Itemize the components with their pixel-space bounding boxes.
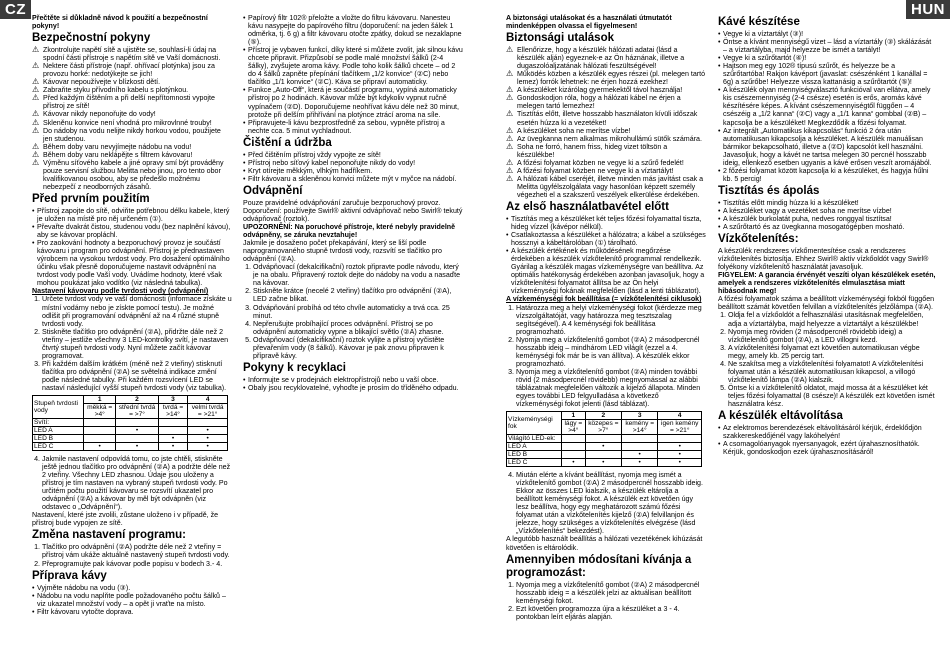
table-level: 2 xyxy=(116,396,158,404)
list-item: • Funkce „Auto-Off“, která je součástí programu, vypíná automaticky přístroj po 2 hodinách. Kávovar může být kdykoliv vypnut ručně vypínačem (②D). Doporučujeme neohřívat kávu déle než 30 minut, protože při delším přihřívání na plotýnce ztrácí aroma na síle. xyxy=(243,86,464,118)
table-dot: • xyxy=(585,443,621,451)
list-item: 2. Nyomja meg röviden (2 másodpercnél rövidebb ideig) a vízkőtelenítő gombot (②A), a LED villogni kezd. xyxy=(728,328,936,344)
warning-icon: ⚠ xyxy=(506,109,514,119)
list-item: • A készüléket vagy a vezetéket soha ne merítse vízbe! xyxy=(718,207,936,215)
cz-descale-warning: UPOZORNĚNÍ: Na poruchové přístroje, které nebyly pravidelně odvápněny, se záruka nevztahuje! xyxy=(243,223,456,240)
warning-icon: ⚠ xyxy=(506,93,514,103)
list-item: • Nádobu na vodu naplňte podle požadovaného počtu šálků – viz ukazatel množství vody – a opět ji vraťte na místo. xyxy=(32,592,232,608)
language-tag-cz: CZ xyxy=(0,0,31,19)
warning-icon: ⚠ xyxy=(506,157,514,167)
table-svitu: Svítí: xyxy=(33,419,84,427)
warning-icon: ⚠ xyxy=(506,85,514,95)
cz-first-use-title: Před prvním použitím xyxy=(32,192,150,205)
hu-hardness-table xyxy=(506,411,702,467)
warning-icon: ⚠ xyxy=(506,133,514,143)
warning-item: ⚠ Před každým čištěním a při delší nepřítomnosti vypojte přístroj ze sítě! xyxy=(32,93,215,111)
hu-descale-p1: A készülék rendszeres vízkőmentesítése csak a rendszeres vízkőtelenítés biztosítja. Ehhez Swirl® aktív vízkőoldót vagy Swirl® folyékony vízkőtelenítő használatát javasoljuk. xyxy=(718,247,929,272)
cz-hardness-table xyxy=(32,395,228,451)
warning-icon: ⚠ xyxy=(32,109,40,119)
warning-item: ⚠ Működés közben a készülék egyes részei (pl. melegen tartó lemez) forrók lehetnek: ne érjen hozzá ezekhez! xyxy=(506,69,706,87)
list-item: 5. Odvápňovací (dekalcifikační) roztok vylijte a přístroj vyčistěte převařením vody (8 šálků). Kávovar je pak znovu připraven k přípravě kávy. xyxy=(253,336,464,360)
hu-safety-title: Biztonsági utalások xyxy=(506,32,614,45)
list-item: • Az elektromos berendezések eltávolításáról kérjük, érdeklődjön szakkereskedőjénél vagy lakóhelyén! xyxy=(718,424,936,440)
list-item: 3. A vízkőtelenítési folyamat ezt követően automatikusan végbe megy, amely kb. 25 percig tart. xyxy=(728,344,936,360)
table-dot: • xyxy=(562,459,586,467)
warning-item: ⚠ Výměnu síťového kabele a jiné opravy smí být prováděny pouze servisní službou Melitta nebo jinou, pro tento obor kvalifikovanou osobou, aby se předešlo možnému nebezpečí z neodborných zásahů. xyxy=(32,157,224,191)
hu-descale-title: Vízkőtelenítés: xyxy=(718,233,799,246)
table-dot: • xyxy=(658,459,702,467)
list-item: 1. Oldja fel a vízkőoldót a felhasználási utasításnak megfelelően, adja a víztartályba, majd helyezze a víztartályt a készülékbe! xyxy=(728,311,936,327)
warning-icon: ⚠ xyxy=(506,125,514,135)
cz-change-list xyxy=(32,543,232,567)
list-item: • A készülék olyan mennyiségválasztó funkcióval van ellátva, amely kis csészemennyiség (2-4 csésze) esetén is erős, aromás kávé készítésére képes. A kívánt csészemennyiségtől függően – 4 csészéig a „1/2 kanna“ (②C) vagy a „1/1 kanna“ gombbal (②B) – kapcsolja be a készüléket! Megkezdődik a főzési folyamat. xyxy=(718,86,936,126)
list-item: • Öntse a kívánt mennyiségű vizet – lásd a víztartály (③) skálázását – a víztartályba, majd helyezze be ismét a tartályt! xyxy=(718,38,936,54)
warning-item: ⚠ Ellenőrizze, hogy a készülék hálózati adatai (lásd a készülék alján) egyeznek-e az Ön háznának, illetve a dugaszolóaljzatának hálózati feszültségével! xyxy=(506,45,685,71)
table-dot: • xyxy=(84,443,116,451)
warning-item: ⚠ Do nádoby na vodu nelijte nikdy horkou vodou, použijete jen studenou. xyxy=(32,125,221,143)
warning-item: ⚠ Zabraňte styku přívodního kabelu s plotýnkou. xyxy=(32,85,189,95)
list-item: 1. Nyomja meg a vízkőtelenítő gombot (②A) 2 másodpercnél hosszabb ideig = a készülék jelzi az aktuálisan beállított keménységi fokot. xyxy=(516,581,706,605)
hu-first-use-list xyxy=(506,215,706,295)
hu-change-title: Amennyiben módosítani kívánja a programozást: xyxy=(506,553,692,579)
list-item: • Přístroj zapojte do sítě, odviňte potřebnou délku kabele, který je uložen na místě pro něj určeném (①). xyxy=(32,207,232,223)
list-item: 4. Miután elérte a kívánt beállítást, nyomja meg ismét a vízkőtelenítő gombot (②A) 2 másodpercnél hosszabb ideig. Ekkor az összes LED kialszik, a készülék eltárolja a beállított keménységi fokot. A készülék ezt követően úgy lesz beállítva, hogy egy meghatározott számú főzési folyamat után a vízkőtelenítés kijelző (②A) felvillanjon és jelezze, hogy szükséges a vízkőtelenítés elvégzése (lásd „Vízkőtelenítés“ bekezdést). xyxy=(516,471,706,535)
table-row-label: LED C xyxy=(507,459,562,467)
warning-item: ⚠ Během doby varu nevyjímejte nádobu na vodu! xyxy=(32,141,192,151)
warning-item: ⚠ Kávovar nepoužívejte v blízkosti dětí. xyxy=(32,77,161,87)
warning-item: ⚠ A főzési folyamat közben ne vegye ki a szűrő fedelét! xyxy=(506,157,684,167)
list-item: • Informujte se v prodejnách elektropřístrojů nebo u vaší obce. xyxy=(243,376,464,384)
warning-item: ⚠ Gondoskodjon róla, hogy a hálózati kábel ne érjen a melegen tartó lemezhez! xyxy=(506,93,681,111)
table-row-label: LED A xyxy=(507,443,562,451)
hu-change-list xyxy=(506,581,706,621)
warning-icon: ⚠ xyxy=(32,141,40,151)
warning-icon: ⚠ xyxy=(506,45,514,55)
list-item: • Kryt otírejte měkkým, vlhkým hadříkem. xyxy=(243,167,464,175)
list-item: • Přístroj je vybaven funkcí, díky které si můžete zvolit, jak silnou kávu chcete připravit. Přizpůsobí se podle malé množství šálků (2-4 šálky), zvyšujete aroma kávy. Podle toho kolik šálků chcete – od 2 do 4 šálků zapněte přepínání tlačítkem „1/2 konvice“ (②C) nebo tlačítko „1/1 konvice“ (②C). Káva se připraví automaticky. xyxy=(243,46,464,86)
cz-descale-p2: Jakmile je dosaženo počet překapávání, který se liší podle naprogramovaného stupně tvrdosti vody, rozsvítí se tlačítko pro odvápnění (②A). xyxy=(243,239,442,264)
hu-after-text: A legutóbb használt beállítás a hálózati vezetékének kihúzását követően is eltárolódik. xyxy=(506,535,703,552)
hu-recycle-title: A készülék eltávolítása xyxy=(718,410,843,423)
cz-hardness-step4 xyxy=(32,455,232,511)
list-item: • 2 főzési folyamat között kapcsolja ki a készüléket, és hagyja hűlni kb. 5 percig! xyxy=(718,167,936,183)
hu-descale-warning: FIGYELEM: A garancia érvényét veszíti olyan készülékek esetén, amelyek a rendszeres vízkőtelenítés elmulasztása miatt hibásodnak meg! xyxy=(718,271,936,296)
warning-item: ⚠ Soha ne forró, hanem friss, hideg vizet töltsön a készülékbe! xyxy=(506,141,668,159)
hu-first-use-title: Az első használatbavétel előtt xyxy=(506,200,669,213)
hu-hardness-steps xyxy=(506,304,706,409)
table-desc: kemény = >14° xyxy=(621,420,658,435)
hu-prep-title: Kávé készítése xyxy=(718,16,800,28)
cz-safety-title: Bezpečnostní pokyny xyxy=(32,32,151,45)
list-item: • Vegye ki a víztartályt (③)! xyxy=(718,30,936,38)
table-desc: tvrdá = >14° xyxy=(158,404,188,419)
table-dot: • xyxy=(621,451,658,459)
table-level: 3 xyxy=(621,412,658,420)
cz-first-use-list xyxy=(32,207,232,287)
cz-descale-p1: Pouze pravidelné odvápňování zaručuje bezporuchový provoz. Doporučení: používejte Swirl® aktivní odvápňovač nebo Swirl® tekutý odvápňovač (roztok). xyxy=(243,198,463,223)
table-dot: • xyxy=(188,435,228,443)
list-item: 2. Stiskněte tlačítko pro odvápnění (②A), přidržte dále než 2 vteřiny – jestliže všechny 3 LED-kontrolky svítí, je nastaven čtvrtý stupeň tvrdosti vody. Nyní můžete začít kávovar programovat. xyxy=(42,328,232,360)
cz-recycle-title: Pokyny k recyklaci xyxy=(243,361,346,374)
warning-icon: ⚠ xyxy=(32,117,40,127)
warning-item: ⚠ Během doby varu neklápějte s filtrem kávovaru! xyxy=(32,149,193,159)
hu-clean-title: Tisztítás és ápolás xyxy=(718,184,820,197)
warning-icon: ⚠ xyxy=(506,165,514,175)
list-item: 2. Ezt követően programozza újra a készüléket a 3 - 4. pontokban leírt eljárás alapján. xyxy=(516,605,706,621)
warning-icon: ⚠ xyxy=(32,157,40,167)
warning-item: ⚠ Kávovar nikdy neponořujte do vody! xyxy=(32,109,156,119)
list-item: • Převařte dvakrát čistou, studenou vodu (bez naplnění kávou), aby se kávovar propláchl. xyxy=(32,223,232,239)
warning-item: ⚠ A készüléket kizárólag gyermekektől távol használja! xyxy=(506,85,683,95)
hu-prep-list xyxy=(718,30,936,183)
list-item: • Tisztítás előtt mindig húzza ki a készüléket! xyxy=(718,199,936,207)
warning-item: ⚠ A főzési folyamat közben ne vegye ki a víztartályt! xyxy=(506,165,674,175)
hu-descale-p2: A főzési folyamatok száma a beállított vízkeménységi fokból függően beállított számát követően felvillan a vízkőtelenítés jelzőlámpa (②A). xyxy=(718,295,935,312)
table-level: 1 xyxy=(562,412,586,420)
list-item: • Filtr kávovaru vytočte doprava. xyxy=(32,608,232,616)
table-head: Stupeň tvrdosti vody xyxy=(33,396,84,419)
list-item: • Obaly jsou recyklovatelné, vyhoďte je prosím do tříděného odpadu. xyxy=(243,384,464,392)
warning-icon: ⚠ xyxy=(32,93,40,103)
warning-item: ⚠ A készüléket soha ne merítse vízbe! xyxy=(506,125,631,135)
list-item: • Pro zaokování hodnoty a bezporuchový provoz je součástí kávovaru i program pro odvápnění. Přístroj je přednastaven výrobcem na vysokou tvrdost vody. Pro dosažení optimálního účinku však přesně doporučujeme nastavit odvápnění na tvrdost vody podle Vaší vody. Uvádíme hodnoty, které však mohou poukázat jako vodítko (viz následná tabulka). xyxy=(32,239,232,287)
cz-recycle-list xyxy=(243,376,464,392)
list-item: • A csomagolóanyagok nyersanyagok, ezért újrahasznosíthatók. Kérjük, gondoskodjon ezek újrahasznosításáról! xyxy=(718,440,936,456)
list-item: • Csatlakoztassa a készüléket a hálózatra; a kábel a szükséges hossznyi a kábeltárolóban (①) tárolható. xyxy=(506,231,706,247)
hu-safety-list xyxy=(506,46,706,199)
warning-item: ⚠ Zkontrolujte napětí sítě a ujistěte se, souhlasí-li údaj na spodní části přístroje s napětím sítě ve Vaší domácnosti. xyxy=(32,45,221,63)
warning-icon: ⚠ xyxy=(32,125,40,135)
warning-icon: ⚠ xyxy=(506,173,514,183)
warning-icon: ⚠ xyxy=(506,69,514,79)
table-desc: střední tvrdá = >7° xyxy=(116,404,158,419)
cz-column-2 xyxy=(243,14,464,668)
list-item: 1. Tlačítko pro odvápnění (②A) podržte déle než 2 vteřiny = přístroj vám ukáže aktuálně nastavený stupeň tvrdosti vody. xyxy=(42,543,232,559)
table-level: 4 xyxy=(658,412,702,420)
list-item: • A készülék értékének és működésének megőrzése érdekében a készülék vízkőtelenítő programmal rendelkezik. Gyárilag a készülék magas vízkeménységre van beállítva. Az optimális hatékonyság érdekében azonban javasoljuk, hogy a vízkőtelenítési folyamatot állítsa be az Ön helyi vízkeménységi fokának megfelelően (lásd a lenti táblázatot). xyxy=(506,247,706,295)
list-item: 4. Jakmile nastavení odpovídá tomu, co jste chtěli, stiskněte ještě jednou tlačítko pro odvápnění (②A) a podržte déle než 2 vteřiny. Všechny LED zhasnou. Údaje jsou uloženy a přístroj je tím nastaven na vybraný stupeň tvrdosti vody. Po určitém počtu použití kávovaru se rozsvítí ukazatel pro odvápnění (②A) a kávovar by měl být odvápněn (viz odstavec o „Odvápnění“). xyxy=(42,455,232,511)
table-dot: • xyxy=(158,435,188,443)
list-item: • Tisztítás meg a készüléket két teljes főzési folyamattal tiszta, hideg vízzel (kávépor nélkül). xyxy=(506,215,706,231)
table-dot: • xyxy=(116,443,158,451)
language-tag-hun: HUN xyxy=(906,0,950,19)
hu-column-1 xyxy=(506,14,706,668)
warning-item: ⚠ Skleněnu konvice není vhodná pro mikrovlnné trouby! xyxy=(32,117,212,127)
cz-clean-list xyxy=(243,151,464,183)
list-item: • Papírový filtr 102® přeložte a vložte do filtru kávovaru. Nanesteu kávu nasypejte do papírového filtru (doporučení: na jeden šálek 1 odměrka, tj. 6 g) a filtr kávovaru otočte zpátky, dokud se nezaklapne (⑤). xyxy=(243,14,464,46)
table-dot: • xyxy=(158,443,188,451)
warning-icon: ⚠ xyxy=(32,61,40,71)
list-item: 1. Určete tvrdost vody ve vaší domácnosti (informace získáte u místní vodárny nebo je získte pomocí testu). Je možné odlišit při programování odvápnění až na 4 různé stupně tvrdosti vody. xyxy=(42,295,232,327)
warning-icon: ⚠ xyxy=(32,77,40,87)
list-item: • Před čištěním přístroj vždy vypojte ze sítě! xyxy=(243,151,464,159)
list-item: • Připravujete-li kávu bezprostředně za sebou, vypněte přístroj a nechte cca. 5 minut vychladnout. xyxy=(243,119,464,135)
hu-descale-steps xyxy=(718,311,936,408)
table-row-label: LED C xyxy=(33,443,84,451)
table-dot: • xyxy=(188,427,228,435)
table-row-label: LED A xyxy=(33,427,84,435)
table-desc: közepes = >7° xyxy=(585,420,621,435)
cz-hardness-heading: Nastavení kávovaru podle tvrdosti vody (odvápnění) xyxy=(32,287,209,296)
list-item: 1. Határozza meg a helyi vízkeménységi fokot (kérdezze meg vízszolgáltatóját, vagy határozza meg tesztszalag segítségével). A 4 keménységi fok beállítása programozható. xyxy=(516,304,706,336)
list-item: 4. Ne szakítsa meg a vízkőtelenítési folyamatot! A vízkőtelenítési folyamat után a készülék automatikusan kikapcsol, a villogó vízkőtelenítő lámpa (②A) kialszik. xyxy=(728,360,936,384)
hu-intro: A biztonsági utalásokat és a használati útmutatót mindenképpen olvassa el figyelmesen! xyxy=(506,14,672,31)
hu-clean-list xyxy=(718,199,936,231)
cz-clean-title: Čištění a údržba xyxy=(243,136,332,149)
list-item: • A szűrőtartó és az üvegkanna mosogatógépben mosható. xyxy=(718,223,936,231)
table-desc: velmi tvrdá = >21° xyxy=(188,404,228,419)
table-level: 1 xyxy=(84,396,116,404)
table-level: 3 xyxy=(158,396,188,404)
table-level: 4 xyxy=(188,396,228,404)
list-item: • Filtr kávovaru a skleněnou konvici můžete mýt v myčce na nádobí. xyxy=(243,175,464,183)
list-item: 1. Odvápňovací (dekalcifikační) roztok připravte podle návodu, který je na obalu. Připravený roztok dejte do nádoby na vodu a nasaďte na kávovar. xyxy=(253,263,464,287)
table-row-label: LED B xyxy=(33,435,84,443)
table-head: Vízkeménységi fok xyxy=(507,412,562,435)
hu-recycle-list xyxy=(718,424,936,456)
list-item: 3. Nyomja meg a vízkőtelenítő gombot (②A) minden további rövid (2 másodpercnél rövidebb) megnyomással az alábbi táblázatnak megfelelően változik a kijelző állapota. Minden egyes további LED felgyulladása a következő vízkeménységi fokot jelenti (lásd táblázat). xyxy=(516,368,706,408)
list-item: 3. Při každém dalším krátkém (méně než 2 vteřiny) stisknutí tlačítka pro odvápnění (②A) se světelná indikace změní podle následné tabulky. Při každém rozsvícení LED se nastaví následující vyšší stupeň tvrdosti vody (viz tabulka). xyxy=(42,360,232,392)
table-desc: igen kemény = >21° xyxy=(658,420,702,435)
warning-item: ⚠ Nektere části přístroje (např. ohřívací plotýnka) jsou za provozu horké: nedotýkejte se jich! xyxy=(32,61,215,79)
list-item: 4. Nepřerušujte probíhající proces odvápnění. Přístroj se po odvápnění automaticky vypne a blikající světlo (②A) zhasne. xyxy=(253,320,464,336)
hu-hardness-step4 xyxy=(506,471,706,535)
warning-item: ⚠ A hálózati kábel cseréjét, illetve minden más javítást csak a Melitta ügyfélszolgálata vagy hasonlóan képzett személy végezheti el a szakszerű veszélyek elkerülése érdekében. xyxy=(506,173,704,199)
cz-prep-title: Příprava kávy xyxy=(32,569,107,582)
warning-icon: ⚠ xyxy=(506,141,514,151)
warning-item: ⚠ Az üvegkanna nem alkalmas mikrohullámú sütők számára. xyxy=(506,133,702,143)
list-item: • Vyjměte nádobu na vodu (③). xyxy=(32,584,232,592)
table-dot: • xyxy=(116,427,158,435)
list-item: 2. Nyomja meg a vízkőtelenítő gombot (②A) 2 másodpercnél hosszabb ideig – mindhárom LED világít (ezzel a 4. keménységi fok már be is van állítva). A készülék ekkor programozható. xyxy=(516,336,706,368)
table-dot: • xyxy=(621,459,658,467)
table-dot: • xyxy=(188,443,228,451)
cz-after-text: Nastavení, které jste zvolili, zůstane uloženo i v případě, že přístroj bude vypojen ze sítě. xyxy=(32,511,219,528)
warning-icon: ⚠ xyxy=(32,45,40,55)
list-item: • Hajtson meg egy 102® típusú szűrőt, és helyezze be a szűrőtartóba! Rakjon kávéport (javaslat: csészénként 1 kanállal = 6g) a szűrőbe! Helyezze vissza kattanásig a szűrőtartót (⑤)! xyxy=(718,62,936,86)
table-dot: • xyxy=(658,451,702,459)
table-dot: • xyxy=(585,459,621,467)
cz-hardness-steps xyxy=(32,295,232,392)
cz-descale-steps xyxy=(243,263,464,360)
warning-icon: ⚠ xyxy=(32,85,40,95)
cz-column-1 xyxy=(32,14,232,668)
list-item: 5. Öntse ki a vízkőtelenítő oldatot, majd mossa át a készüléket két teljes főzési folyamattal (8 csésze)! A készülék ezt követően ismét használatra kész. xyxy=(728,384,936,408)
table-level: 2 xyxy=(585,412,621,420)
cz-prep-list-b xyxy=(243,14,464,135)
list-item: • A készülék burkolatát puha, nedves ronggyal tisztítsa! xyxy=(718,215,936,223)
cz-change-title: Změna nastavení programu: xyxy=(32,529,187,542)
cz-safety-list xyxy=(32,46,232,191)
table-dot: • xyxy=(658,443,702,451)
table-desc: měkká = >4° xyxy=(84,404,116,419)
table-svitu: Világító LED-ek: xyxy=(507,435,562,443)
table-row-label: LED B xyxy=(507,451,562,459)
cz-prep-list-a xyxy=(32,584,232,616)
warning-item: ⚠ Tisztítás előtt, illetve hosszabb használaton kívüli időszak esetén húzza ki a vezetéket! xyxy=(506,109,698,127)
table-desc: lágy = >4° xyxy=(562,420,586,435)
list-item: 2. Stiskněte krátce (necelé 2 vteřiny) tlačítko pro odvápnění (②A), LED začne blikat. xyxy=(253,287,464,303)
list-item: • Vegye ki a szűrőtartót (④)! xyxy=(718,54,936,62)
cz-intro: Přečtěte si důkladně návod k použití a bezpečnostní pokyny! xyxy=(32,14,208,31)
hu-column-2 xyxy=(718,14,936,668)
list-item: 2. Přeprogramujte pak kávovar podle popisu v bodech 3.- 4. xyxy=(42,560,232,568)
list-item: • Az integrált „Automatikus kikapcsolás“ funkció 2 óra után automatikusan kikapcsolja a készüléket. A készülék manuálisan bármikor bekapcsolható, illetve a (②D) kapcsolót kell használni. Javasoljuk, hogy a kávét ne tartsa melegen 30 percnél hosszabb ideig, ellenkező esetben ugyanis a kávé erősen veszít aromájából. xyxy=(718,127,936,167)
list-item: 3. Odvápňování probíhá od této chvíle automaticky a trvá cca. 25 minut. xyxy=(253,304,464,320)
hu-hardness-heading: A vízkeménységi fok beállítása (= vízkőtelenítési ciklusok) xyxy=(506,295,702,304)
warning-icon: ⚠ xyxy=(32,149,40,159)
cz-descale-title: Odvápnění xyxy=(243,184,303,197)
list-item: • Přístroj nebo síťový kabel neponořujte nikdy do vody! xyxy=(243,159,464,167)
